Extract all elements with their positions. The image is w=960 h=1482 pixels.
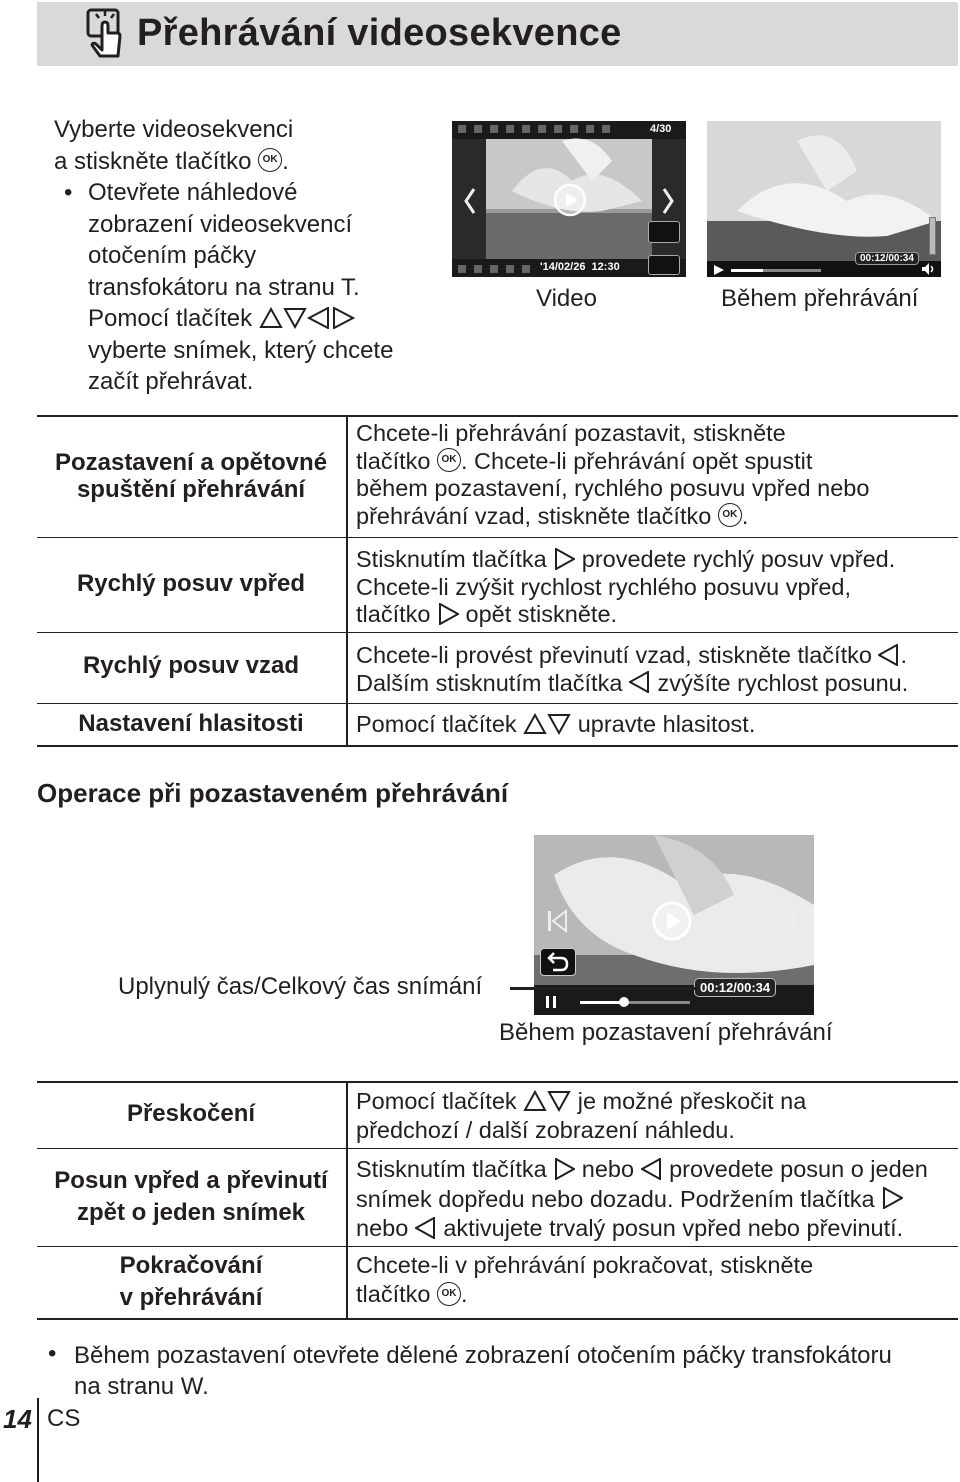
desc-line [356,503,956,531]
pause-icon [544,995,558,1009]
desc-line [356,1280,956,1309]
intro-line: zobrazení videosekvencí [88,210,353,238]
intro-text-part: a stiskněte tlačítko [54,147,252,175]
desc-text: Stisknutím tlačítka [356,1156,547,1182]
up-arrow-icon [523,713,547,735]
desc-text: snímek dopředu nebo dozadu. Podržením tlačítka [356,1185,875,1212]
skip-back-icon[interactable] [546,909,568,933]
skip-forward-icon[interactable] [776,909,798,933]
row-label-fast-forward: Rychlý posuv vpřed [76,570,306,597]
desc-text: tlačítko [356,447,431,474]
left-arrow-icon [415,1217,437,1239]
desc-line [356,642,956,670]
desc-text: opět stiskněte. [465,601,618,627]
desc-text: Pomocí tlačítek [356,711,517,737]
date-time: '14/02/26 12:30 [540,261,620,273]
row-desc-skip [356,1087,956,1145]
right-arrow-icon [331,307,355,329]
row-desc-resume [356,1251,956,1309]
play-icon[interactable] [652,901,692,941]
desc-text: provedete posun o jeden [669,1156,928,1182]
desc-line [356,1087,956,1116]
touch-hand-icon [84,6,128,60]
table1-bottom-rule [37,745,958,747]
desc-line: předchozí / další zobrazení náhledu. [356,1117,735,1143]
ok-button-icon: OK [258,148,282,172]
edit-icon [648,221,680,243]
frame-counter: 4/30 [650,123,672,135]
desc-text: je možné přeskočit na [577,1088,807,1114]
paused-progress-track[interactable] [580,1001,690,1004]
row-desc-volume [356,711,956,739]
intro-line: transfokátoru na stranu T. [88,273,360,301]
row-label-skip: Přeskočení [126,1100,256,1127]
down-arrow-icon [547,713,571,735]
page-title: Přehrávání videosekvence [137,12,622,54]
right-arrow-icon [437,603,459,625]
index-icon [648,255,680,275]
desc-text: Stisknutím tlačítka [356,546,547,572]
left-arrow-icon [641,1158,663,1180]
up-arrow-icon [259,307,283,329]
row-label-volume: Nastavení hlasitosti [78,710,304,737]
desc-line [356,601,956,629]
row-desc-fast-forward [356,546,956,629]
intro-line: otočením páčky [88,242,257,269]
note-line: Během pozastavení otevřete dělené zobrazení otočením páčky transfokátoru [74,1342,892,1369]
row-label-line: Pokračování [119,1252,263,1279]
screen-label-playing: Během přehrávání [721,285,919,312]
playback-progress-fill [731,269,763,272]
play-icon [553,183,587,217]
elapsed-total-time: 00:12/00:34 [855,252,919,265]
row-desc-pause [356,420,956,530]
screen-label-video: Video [536,285,597,312]
desc-text: . [741,502,749,529]
intro-line: Otevřete náhledové [88,179,298,206]
ok-button-icon: OK [437,448,461,472]
intro-text [54,114,444,398]
intro-text-part: Pomocí tlačítek [88,305,253,332]
return-arrow-icon [541,949,575,975]
desc-text: . Chcete-li přehrávání opět spustit [460,447,813,474]
ok-button-icon: OK [437,1282,461,1306]
intro-bullet [54,177,444,398]
desc-text: nebo [356,1215,409,1241]
table1-top-rule [37,415,958,417]
right-arrow-icon [881,1187,903,1209]
table2-bottom-rule [37,1318,958,1320]
language-code: CS [47,1405,81,1432]
row-label-resume [40,1250,342,1314]
table2-column-divider [346,1081,348,1320]
table1-row-divider [37,703,958,704]
playback-screen [707,121,941,277]
intro-line: Vyberte videosekvenci [54,116,294,143]
right-arrow-icon [553,1158,575,1180]
footer-divider [37,1398,39,1482]
down-arrow-icon [283,307,307,329]
row-label-pause [40,449,342,503]
desc-line: Chcete-li zvýšit rychlost rychlého posuvu vpřed, [356,573,852,600]
desc-line [356,711,956,739]
desc-line [356,546,956,574]
row-label-line: zpět o jeden snímek [76,1199,306,1226]
return-button[interactable] [540,948,576,976]
desc-line [356,670,956,698]
desc-line: Chcete-li v přehrávání pokračovat, stiskněte [356,1252,814,1278]
desc-text: upravte hlasitost. [577,711,756,737]
row-label-line: v přehrávání [119,1284,263,1311]
volume-level-bar [929,217,936,255]
intro-line: začít přehrávat. [88,368,254,395]
row-label-line: spuštění přehrávání [76,476,306,503]
row-label-frame-step [40,1165,342,1229]
page-number: 14 [3,1404,32,1434]
progress-knob[interactable] [619,997,629,1007]
play-status-icon [713,264,725,276]
volume-icon [921,262,937,276]
desc-text: tlačítko [356,601,431,627]
desc-text: provedete rychlý posuv vpřed. [581,546,896,572]
desc-text: zvýšíte rychlost posunu. [657,669,909,696]
desc-text: tlačítko [356,1281,431,1307]
screen-label-paused: Během pozastavení přehrávání [499,1019,833,1046]
desc-text: aktivujete trvalý posun vpřed nebo převinutí. [443,1215,904,1241]
video-index-screen [452,121,686,277]
desc-text: Pomocí tlačítek [356,1088,517,1114]
table1-row-divider [37,537,958,538]
row-label-line: Posun vpřed a převinutí [54,1167,328,1194]
up-arrow-icon [523,1090,547,1112]
left-arrow-icon [629,671,651,693]
desc-text: přehrávání vzad, stiskněte tlačítko [356,502,712,529]
row-label-rewind: Rychlý posuv vzad [82,652,300,679]
bullet: • [64,179,73,206]
intro-line: vyberte snímek, který chcete [88,336,394,364]
note-bullet: • [48,1340,57,1367]
table2-top-rule [37,1081,958,1083]
row-desc-rewind [356,642,956,697]
section-heading-paused: Operace při pozastaveném přehrávání [37,778,509,808]
desc-text: . [900,642,907,668]
paused-progress-fill [580,1001,624,1004]
desc-text: Dalším stisknutím tlačítka [356,669,623,696]
desc-line [356,1185,956,1215]
note-line: na stranu W. [74,1373,209,1400]
table1-row-divider [37,632,958,633]
intro-line [54,146,444,178]
table1-column-divider [346,415,348,747]
right-arrow-icon [553,548,575,570]
playback-progress-track[interactable] [731,269,821,272]
desc-line: Chcete-li přehrávání pozastavit, stiskněte [356,420,786,446]
callout-leader-line [510,987,698,990]
down-arrow-icon [547,1090,571,1112]
intro-text-part: . [282,147,289,175]
callout-label: Uplynulý čas/Celkový čas snímání [118,973,483,1000]
desc-text: . [460,1281,468,1307]
desc-line [356,448,956,476]
table2-row-divider [37,1246,958,1247]
intro-line [88,303,444,335]
table2-row-divider [37,1148,958,1149]
elapsed-total-time: 00:12/00:34 [694,978,776,997]
ok-button-icon: OK [718,503,742,527]
desc-line [356,1155,956,1185]
desc-text: nebo [581,1156,635,1182]
left-arrow-icon [307,307,331,329]
left-arrow-icon [878,644,900,666]
row-desc-frame-step [356,1155,956,1244]
desc-line: během pozastavení, rychlého posuvu vpřed nebo [356,475,870,501]
desc-text: Chcete-li provést převinutí vzad, stiskněte tlačítko [356,642,872,668]
desc-line [356,1214,956,1244]
row-label-line: Pozastavení a opětovné [54,449,328,476]
note-text [74,1340,954,1402]
